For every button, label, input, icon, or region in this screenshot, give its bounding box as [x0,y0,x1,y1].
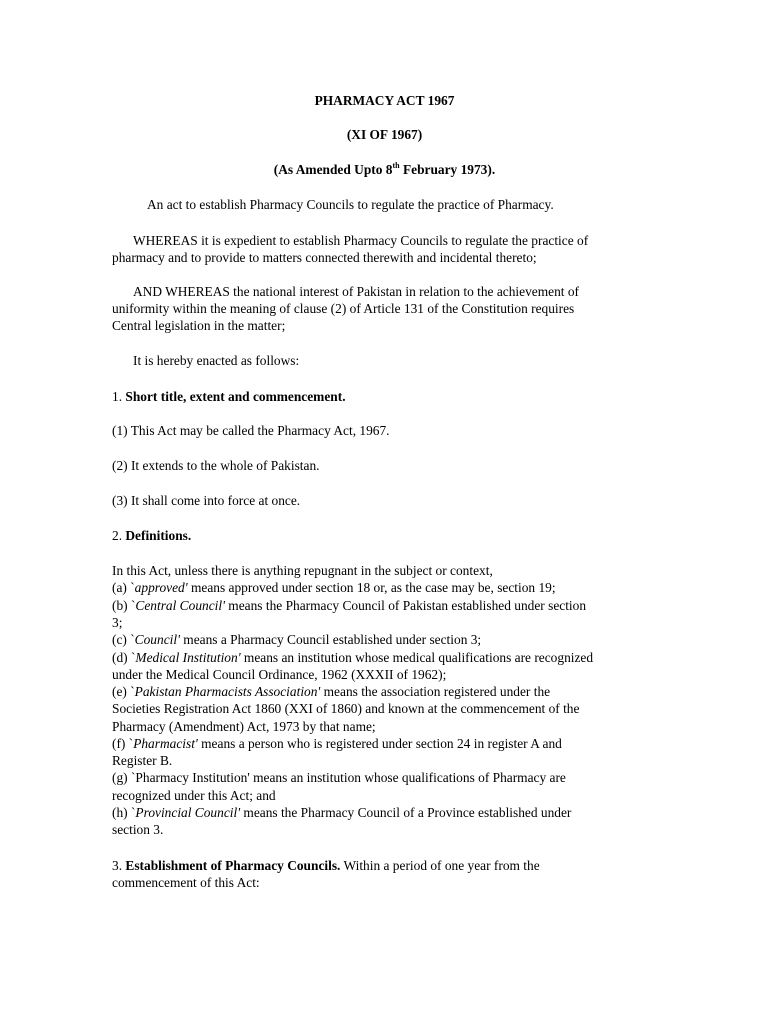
andwhereas-line-2: uniformity within the meaning of clause (2) of Article 131 of the Constitution requires [112,301,575,316]
definition-b: (b) `Central Council' means the Pharmacy Council of Pakistan established under section [112,598,587,613]
definition-d-cont: under the Medical Council Ordinance, 1962 (XXXII of 1962); [112,667,447,682]
definition-e: (e) `Pakistan Pharmacists Association' means the association registered under the [112,684,551,699]
definition-h-cont: section 3. [112,822,164,837]
section-3-cont: commencement of this Act: [112,875,260,890]
definition-g-cont: recognized under this Act; and [112,788,276,803]
definition-a: (a) `approved' means approved under section 18 or, as the case may be, section 19; [112,580,556,595]
preamble-intro: An act to establish Pharmacy Councils to regulate the practice of Pharmacy. [147,197,554,212]
andwhereas-line-3: Central legislation in the matter; [112,318,286,333]
whereas-line-1: WHEREAS it is expedient to establish Pharmacy Councils to regulate the practice of [133,233,589,248]
section-1-sub-3: (3) It shall come into force at once. [112,493,301,508]
section-1-sub-2: (2) It extends to the whole of Pakistan. [112,458,320,473]
definition-c: (c) `Council' means a Pharmacy Council established under section 3; [112,632,482,647]
definition-f-cont: Register B. [112,753,173,768]
definition-b-cont: 3; [112,615,123,630]
definition-g: (g) `Pharmacy Institution' means an institution whose qualifications of Pharmacy are [112,770,566,785]
section-1-heading: 1. Short title, extent and commencement. [112,389,346,404]
amendment-note: (As Amended Upto 8th February 1973). [273,161,496,177]
section-2-heading: 2. Definitions. [112,528,192,543]
definition-e-cont-1: Societies Registration Act 1860 (XXI of 1860) and known at the commencement of the [112,701,580,716]
act-number: (XI OF 1967) [346,127,423,142]
enactment-clause: It is hereby enacted as follows: [133,353,300,368]
whereas-line-2: pharmacy and to provide to matters connected therewith and incidental thereto; [112,250,537,265]
andwhereas-line-1: AND WHEREAS the national interest of Pakistan in relation to the achievement of [133,284,579,299]
definition-h: (h) `Provincial Council' means the Pharmacy Council of a Province established under [112,805,572,820]
definition-e-cont-2: Pharmacy (Amendment) Act, 1973 by that name; [112,719,376,734]
section-3-heading: 3. Establishment of Pharmacy Councils. Within a period of one year from the [112,858,540,873]
section-2-intro: In this Act, unless there is anything repugnant in the subject or context, [112,563,493,578]
definition-d: (d) `Medical Institution' means an institution whose medical qualifications are recognized [112,650,594,665]
definition-f: (f) `Pharmacist' means a person who is registered under section 24 in register A and [112,736,562,751]
document-title: PHARMACY ACT 1967 [314,93,455,108]
section-1-sub-1: (1) This Act may be called the Pharmacy Act, 1967. [112,423,390,438]
